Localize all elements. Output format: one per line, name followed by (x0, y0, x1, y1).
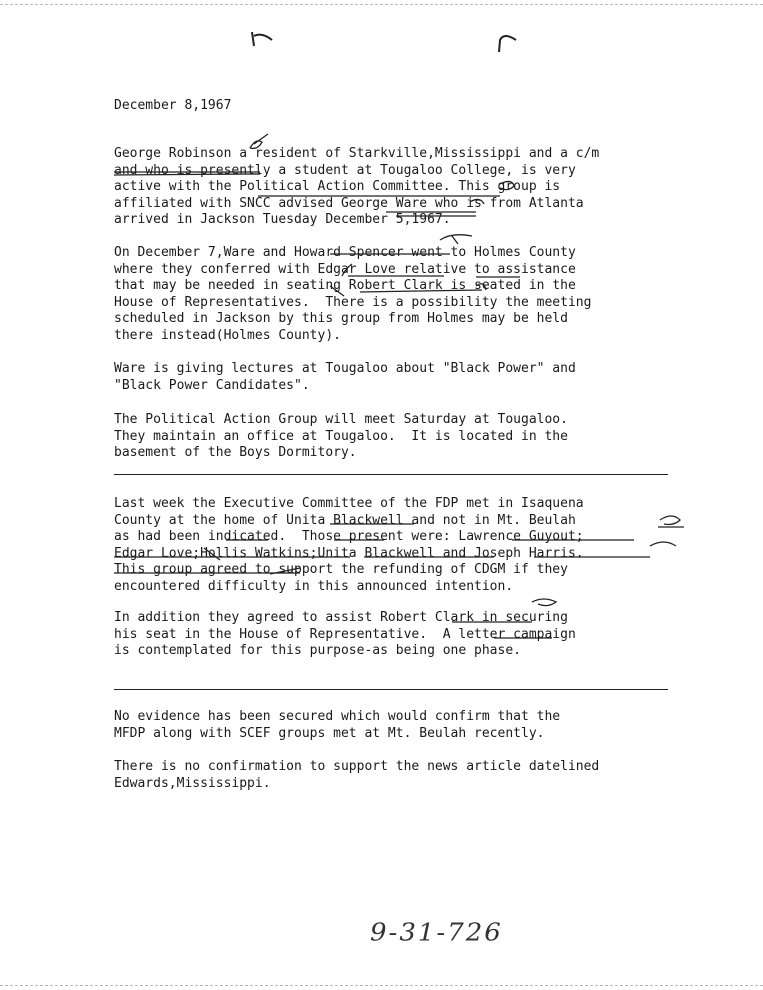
text-line: The Political Action Group will meet Saturday at Tougaloo. (114, 412, 568, 427)
binder-clip-mark-right (494, 30, 522, 56)
text-line: and who is presently a student at Tougaloo College, is very (114, 162, 576, 178)
paragraph-news-article (114, 759, 714, 792)
top-edge-perforation (0, 4, 763, 5)
text-line: "Black Power Candidates". (114, 377, 310, 393)
text-line: In addition they agreed to assist Robert Clark in securing (114, 610, 568, 625)
text-line: his seat in the House of Representative. A letter campaign (114, 626, 576, 642)
text-line: where they conferred with Edgar Love relative to assistance (114, 261, 576, 277)
paragraph-robert-clark (114, 610, 714, 660)
text-line: County at the home of Unita Blackwell and not in Mt. Beulah (114, 512, 576, 528)
text-line: basement of the Boys Dormitory. (114, 445, 357, 460)
paragraph-lectures (114, 361, 714, 394)
text-line: They maintain an office at Tougaloo. It is located in the (114, 428, 568, 444)
paragraph-mfdp-scef (114, 709, 714, 742)
binder-clip-mark-left (246, 28, 276, 50)
text-line: affiliated with SNCC advised George Ware who is from Atlanta (114, 195, 584, 211)
text-line: House of Representatives. There is a possibility the meeting (114, 294, 592, 310)
text-line: This group agreed to support the refunding of CDGM if they (114, 562, 568, 577)
bottom-edge-perforation (0, 985, 763, 986)
handwritten-file-number: 9-31-726 (370, 918, 503, 948)
text-line: Ware is giving lectures at Tougaloo about "Black Power" and (114, 361, 576, 376)
section-divider (114, 689, 668, 690)
text-line: Last week the Executive Committee of the FDP met in Isaquena (114, 496, 584, 511)
paragraph-political-action-group (114, 412, 714, 462)
text-line: encountered difficulty in this announced intention. (114, 578, 514, 594)
text-line: Edwards,Mississippi. (114, 775, 271, 791)
text-line: There is no confirmation to support the news article datelined (114, 759, 600, 774)
paragraph-executive-committee (114, 496, 714, 595)
document-date: December 8,1967 (114, 98, 232, 113)
text-line: is contemplated for this purpose-as being one phase. (114, 643, 521, 658)
section-divider (114, 474, 668, 475)
paragraph-holmes-county (114, 245, 714, 344)
text-line: arrived in Jackson Tuesday December 5,1967. (114, 212, 451, 227)
text-line: there instead(Holmes County). (114, 327, 341, 343)
text-line: active with the Political Action Committee. This group is (114, 179, 561, 194)
text-line: No evidence has been secured which would confirm that the (114, 709, 561, 724)
text-line: George Robinson a resident of Starkville,Mississippi and a c/m (114, 146, 600, 161)
text-line: On December 7,Ware and Howard Spencer went to Holmes County (114, 245, 576, 260)
paragraph-robinson (114, 146, 714, 229)
text-line: as had been indicated. Those present were: Lawrence Guyout; (114, 529, 584, 544)
text-line: MFDP along with SCEF groups met at Mt. Beulah recently. (114, 725, 545, 741)
text-line: Edgar Love;Hollis Watkins;Unita Blackwell and Joseph Harris. (114, 545, 584, 561)
text-line: that may be needed in seating Robert Clark is seated in the (114, 278, 576, 293)
text-line: scheduled in Jackson by this group from Holmes may be held (114, 311, 568, 326)
